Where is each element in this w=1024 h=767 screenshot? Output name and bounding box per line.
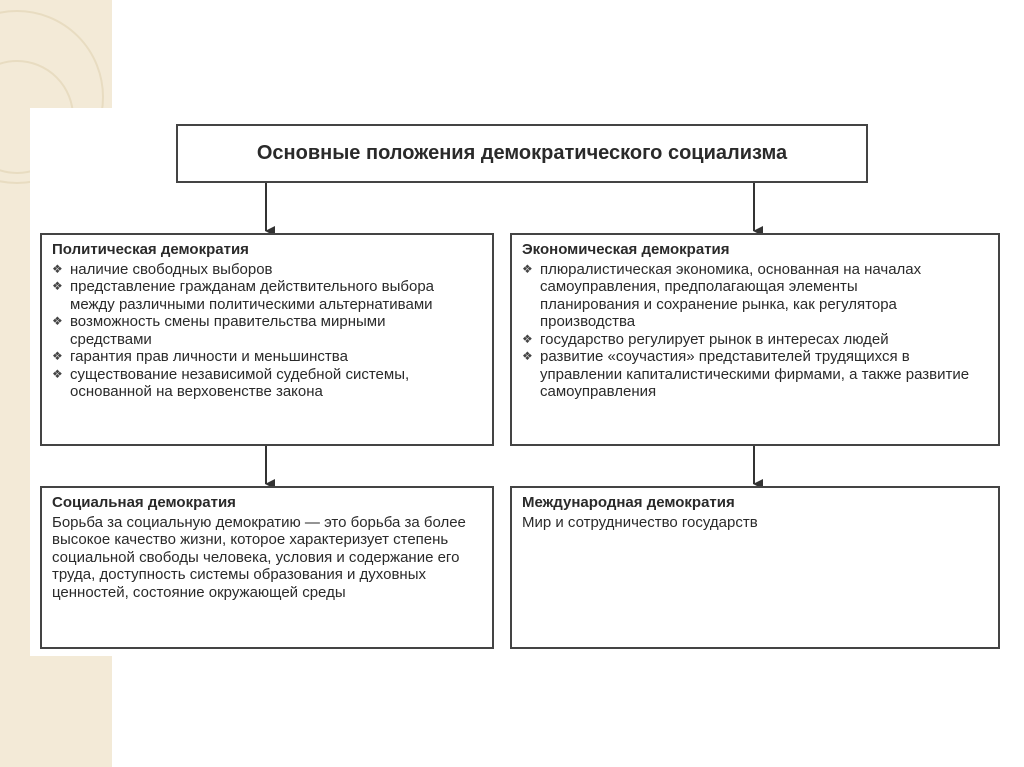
list-item: ❖ развитие «соучастия» представителей трудящихся в управлении капиталистическими фирмами, а также развитие самоуправления (522, 348, 995, 401)
international-democracy-heading: Международная демократия (522, 494, 735, 511)
social-democracy-heading: Социальная демократия (52, 494, 236, 511)
economic-democracy-heading: Экономическая демократия (522, 241, 730, 258)
political-democracy-heading: Политическая демократия (52, 241, 249, 258)
list-item: ❖ государство регулирует рынок в интересах людей (522, 331, 988, 349)
international-democracy-box (510, 486, 1000, 649)
social-democracy-box (40, 486, 494, 649)
list-item: ❖ существование независимой судебной системы, основанной на верховенстве закона (52, 366, 490, 401)
economic-democracy-list (522, 261, 988, 401)
diagram-title: Основные положения демократического социализма (256, 142, 788, 164)
social-democracy-text: Борьба за социальную демократию — это борьба за более высокое качество жизни, которое характеризует степень социальной свободы человека, условия и содержание его труда, доступность системы образования и духовных ценностей, состояние окружающей среды (52, 513, 466, 601)
list-item: ❖ плюралистическая экономика, основанная на началах самоуправления, предполагающая элементы планирования и сохранение рынка, как регулятора производства (522, 261, 960, 331)
list-item: ❖ наличие свободных выборов (52, 261, 482, 279)
political-democracy-list (52, 261, 482, 401)
international-democracy-text: Мир и сотрудничество государств (522, 513, 758, 531)
political-democracy-box (40, 233, 494, 446)
list-item: ❖ гарантия прав личности и меньшинства (52, 348, 482, 366)
diagram-title-box (176, 124, 868, 183)
list-item: ❖ представление гражданам действительного выбора между различными политическими альтернативами (52, 278, 465, 313)
economic-democracy-box (510, 233, 1000, 446)
list-item: ❖ возможность смены правительства мирными средствами (52, 313, 400, 348)
